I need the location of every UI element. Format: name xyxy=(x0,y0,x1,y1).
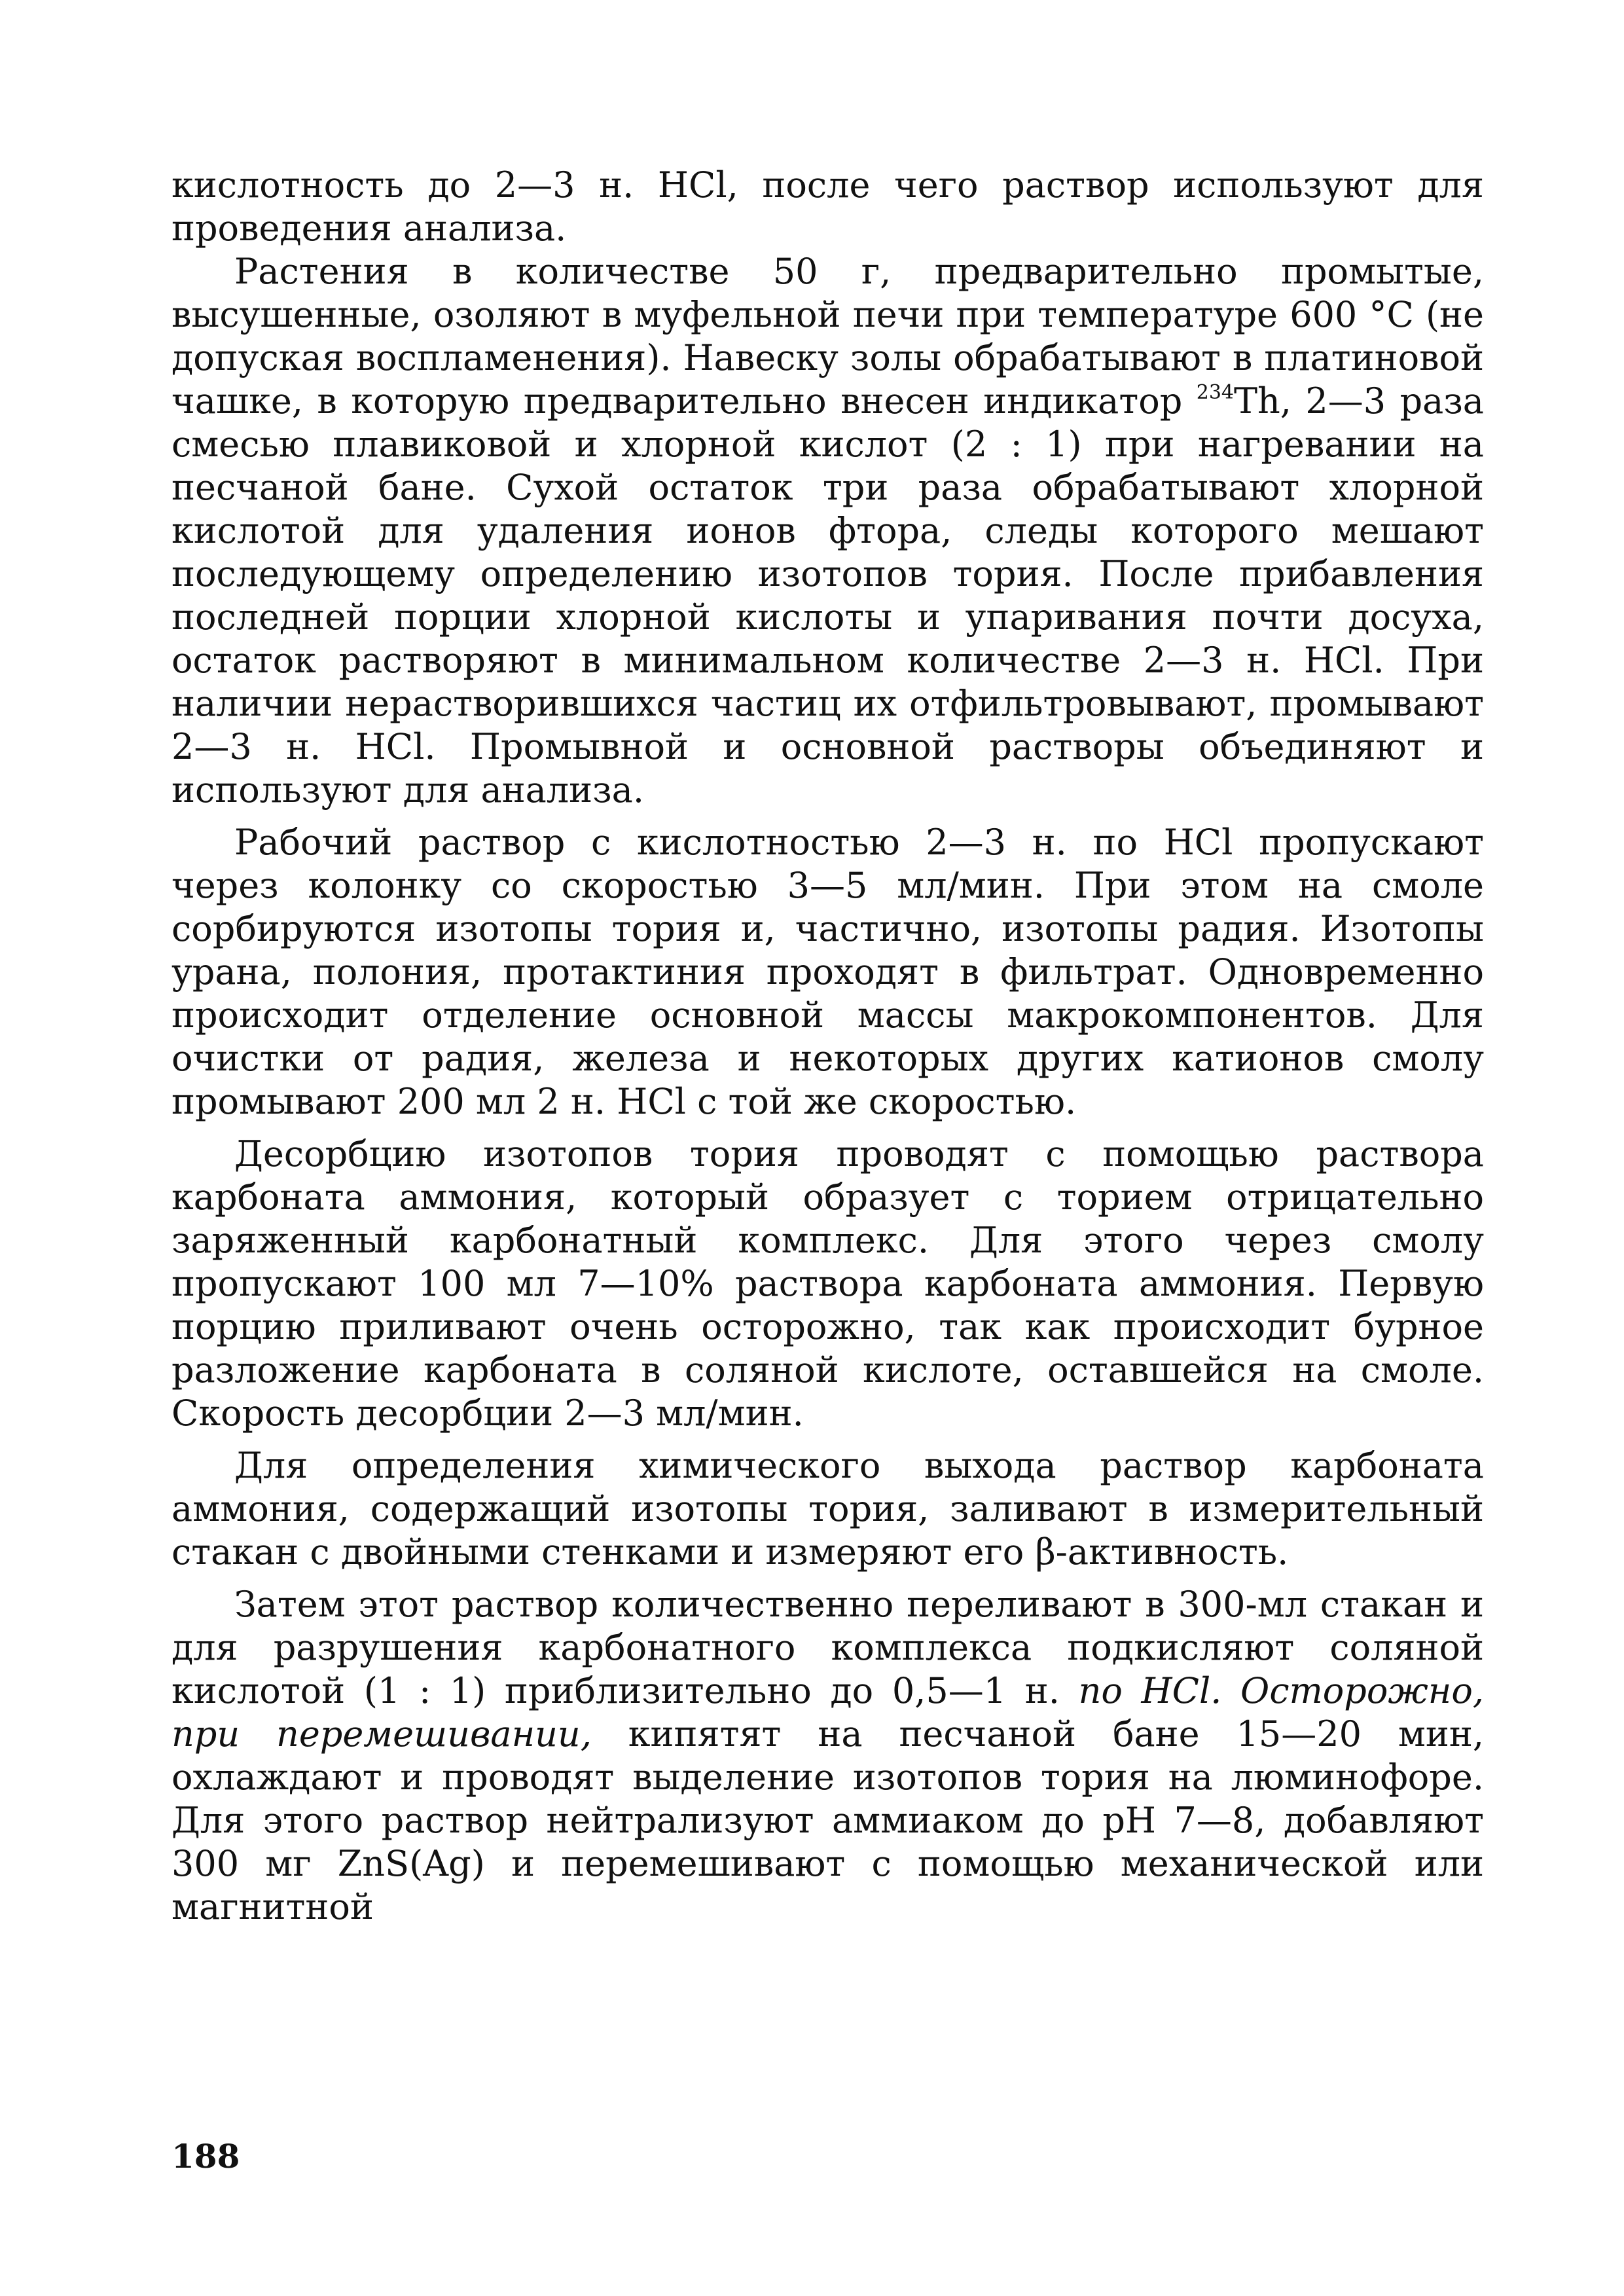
paragraph-plant-ashing-part2: Th, 2—3 раза смесью плавиковой и хлорной кислот (2 : 1) при нагревании на песчаной бане. Сухой остаток три раза обрабатывают хлорной кислотой для удаления ионов фтора, следы которого мешают последующему определению изотопов тория. После прибавления последней порции хлорной кислоты и упаривания почти досуха, остаток растворяют в минимальном количестве 2—3 н. HCl. При наличии нерастворившихся частиц их отфильтровывают, промывают 2—3 н. HCl. Промывной и основной растворы объединяют и используют для анализа. xyxy=(171,380,1484,811)
paragraph-luminophore-italic: по HCl. Осторожно, при перемешивании, xyxy=(171,1670,1484,1755)
paragraph-luminophore xyxy=(171,1583,1484,1929)
paragraph-plant-ashing xyxy=(171,250,1484,812)
paragraph-luminophore-part2: кипятят на песчаной бане 15—20 мин, охлаждают и проводят выделение изотопов тория на люминофоре. Для этого раствор нейтрализуют аммиаком до pH 7—8, добавляют 300 мг ZnS(Ag) и перемешивают с помощью механической или магнитной xyxy=(171,1713,1485,1927)
isotope-mass-number: 234 xyxy=(1196,381,1234,404)
paragraph-plant-ashing-part1: Растения в количестве 50 г, предварительно промытые, высушенные, озоляют в муфельной печи при температуре 600 °С (не допуская воспламенения). Навеску золы обрабатывают в платиновой чашке, в которую предварительно внесен индикатор xyxy=(171,251,1484,422)
paragraph-desorption: Десорбцию изотопов тория проводят с помощью раствора карбоната аммония, который образует с торием отрицательно заряженный карбонатный комплекс. Для этого через смолу пропускают 100 мл 7—10% раствора карбоната аммония. Первую порцию приливают очень осторожно, так как происходит бурное разложение карбоната в соляной кислоте, оставшейся на смоле. Скорость десорбции 2—3 мл/мин. xyxy=(171,1133,1484,1434)
paragraph-luminophore-part1: Затем этот раствор количественно переливают в 300-мл стакан и для разрушения карбонатного комплекса подкисляют соляной кислотой (1 : 1) приблизительно до 0,5—1 н. xyxy=(171,1584,1484,1711)
paragraph-continuation: кислотность до 2—3 н. HCl, после чего раствор используют для проведения анализа. xyxy=(171,164,1484,249)
body-text xyxy=(171,164,1484,1929)
paragraph-chemical-yield: Для определения химического выхода раствор карбоната аммония, содержащий изотопы тория, заливают в измерительный стакан с двойными стенками и измеряют его β-активность. xyxy=(171,1445,1484,1573)
paragraph-working-solution: Рабочий раствор с кислотностью 2—3 н. по HCl пропускают через колонку со скоростью 3—5 мл/мин. При этом на смоле сорбируются изотопы тория и, частично, изотопы радия. Изотопы урана, полония, протактиния проходят в фильтрат. Одновременно происходит отделение основной массы макрокомпонентов. Для очистки от радия, железа и некоторых других катионов смолу промывают 200 мл 2 н. HCl с той же скоростью. xyxy=(171,822,1484,1122)
page-number: 188 xyxy=(171,2137,240,2176)
